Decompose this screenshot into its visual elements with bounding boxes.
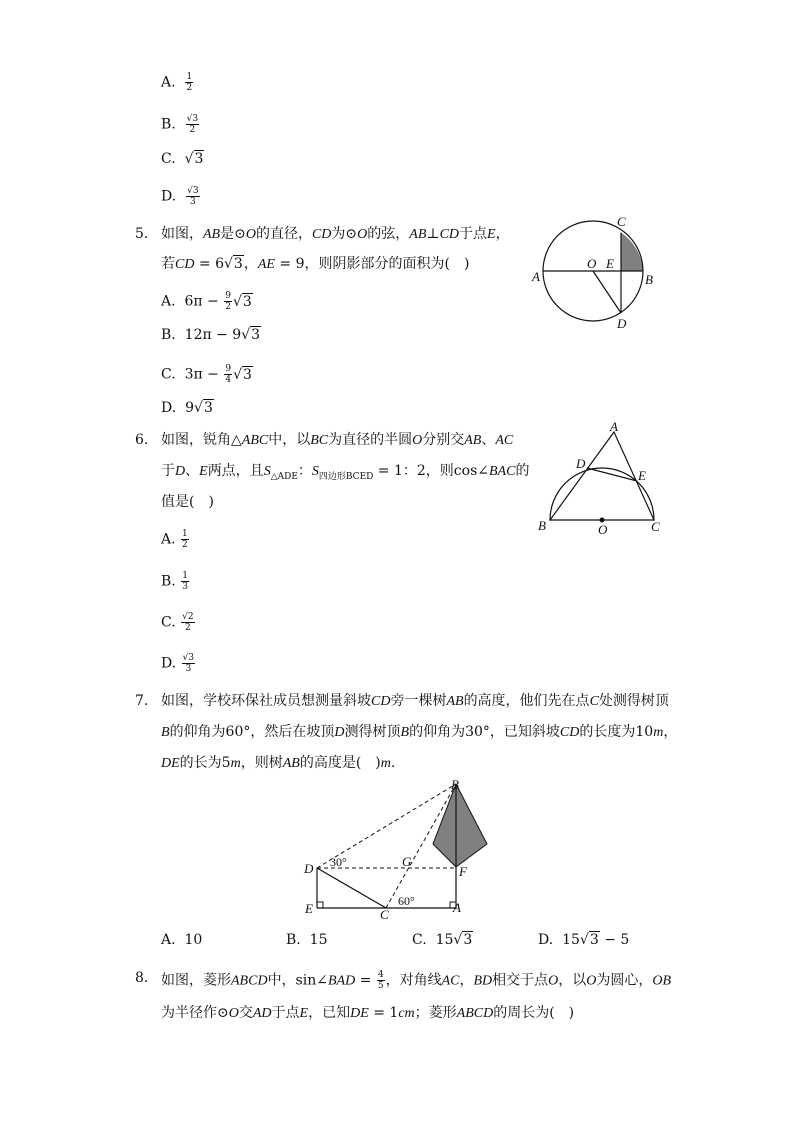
- q5-stem-line2: 若CD = 6√3，AE = 9，则阴影部分的面积为( ): [161, 256, 470, 272]
- q6-label-b: B: [538, 518, 546, 533]
- q5-label-c: C: [617, 214, 626, 229]
- q5-label-o: O: [587, 256, 597, 271]
- q5-option-b: B. 12π − 9√3: [161, 327, 261, 343]
- q6-label-d: D: [576, 456, 586, 471]
- q6-option-d: D. $\frac{√3}{3}$: [161, 653, 195, 674]
- q7-label-c: C: [380, 907, 389, 920]
- q7-slope-tree-figure: [300, 776, 500, 920]
- q7-stem-line1: 如图，学校环保社成员想测量斜坡CD旁一棵树AB的高度，他们先在点C处测得树顶: [161, 693, 669, 709]
- q8-stem-line1: 如图，菱形ABCD中，sin∠BAD = $\frac{4}{5}$ ，对角线AC，BD相交于点O，以O为圆心，OB: [161, 970, 672, 991]
- q7-option-c: C. 15√3: [412, 932, 473, 948]
- q7-number: 7.: [135, 693, 149, 709]
- q5-number: 5.: [135, 226, 149, 242]
- q7-tree-shape: [433, 784, 487, 867]
- q7-label-30deg: 30°: [330, 855, 347, 869]
- q5-label-b: B: [645, 272, 653, 287]
- q6-option-c: C. $\frac{√2}{2}$: [161, 612, 194, 633]
- q6-label-o: O: [598, 522, 608, 537]
- q6-label-a: A: [610, 420, 618, 434]
- q6-option-a: A. $\frac{1}{2}$: [161, 529, 188, 550]
- q8-stem-line2: 为半径作⊙O交AD于点E，已知DE = 1cm；菱形ABCD的周长为( ): [161, 1005, 575, 1021]
- q5-option-d: D. 9√3: [161, 400, 213, 416]
- q7-option-d: D. 15√3 − 5: [538, 932, 630, 948]
- q4-option-d: D. $\frac{√3}{3}$: [161, 186, 199, 207]
- q6-option-b: B. $\frac{1}{3}$: [161, 571, 188, 592]
- q5-stem-line1: 如图，AB是⊙O的直径，CD为⊙O的弦，AB⊥CD于点E，: [161, 226, 510, 242]
- q5-label-d: D: [617, 316, 627, 331]
- q5-label-a: A: [532, 269, 540, 284]
- q6-stem-line1: 如图，锐角△ABC中，以BC为直径的半圆O分别交AB、AC: [161, 432, 514, 448]
- q4-option-c: C. √3: [161, 151, 204, 167]
- q7-option-b: B. 15: [286, 932, 328, 948]
- q7-label-g: G: [402, 854, 412, 869]
- q7-slope-dc: [317, 868, 386, 908]
- q5-radius-od: [593, 271, 621, 313]
- q7-right-angle-e: [317, 902, 323, 908]
- q7-stem-line2: B的仰角为60°，然后在坡顶D测得树顶B的仰角为30°，已知斜坡CD的长度为10m，: [161, 724, 678, 740]
- q4-option-a: A. $\frac{1}{2}$: [161, 72, 193, 93]
- q7-label-60deg: 60°: [398, 894, 415, 908]
- q6-label-e: E: [638, 468, 646, 483]
- q5-option-a: A. 6π − $\frac{9}{2}$ √3: [161, 291, 252, 312]
- q7-stem-line3: DE的长为5m，则树AB的高度是( )m.: [161, 755, 396, 771]
- q6-triangle-figure: [534, 420, 670, 538]
- q5-option-c: C. 3π − $\frac{9}{4}$ √3: [161, 364, 252, 385]
- q7-label-f: F: [459, 864, 467, 879]
- q7-option-a: A. 10: [161, 932, 203, 948]
- q6-label-c: C: [651, 519, 660, 534]
- q5-circle-figure: [528, 212, 660, 334]
- q6-number: 6.: [135, 432, 149, 448]
- q7-label-e: E: [305, 901, 313, 916]
- q7-label-b: B: [451, 777, 459, 792]
- q6-segment-de: [587, 468, 637, 481]
- q7-label-d: D: [304, 861, 314, 876]
- q6-stem-line2: 于D、E两点，且$S_{\triangle ADE}$：$S_{四边形BCED} = 1$：2，则cos∠BAC的: [161, 463, 530, 482]
- q4-option-b: B. $\frac{√3}{2}$: [161, 114, 199, 135]
- q8-number: 8.: [135, 970, 149, 986]
- q7-label-a: A: [453, 900, 461, 915]
- q6-stem-line3: 值是( ): [161, 494, 214, 510]
- q5-label-e: E: [606, 256, 614, 271]
